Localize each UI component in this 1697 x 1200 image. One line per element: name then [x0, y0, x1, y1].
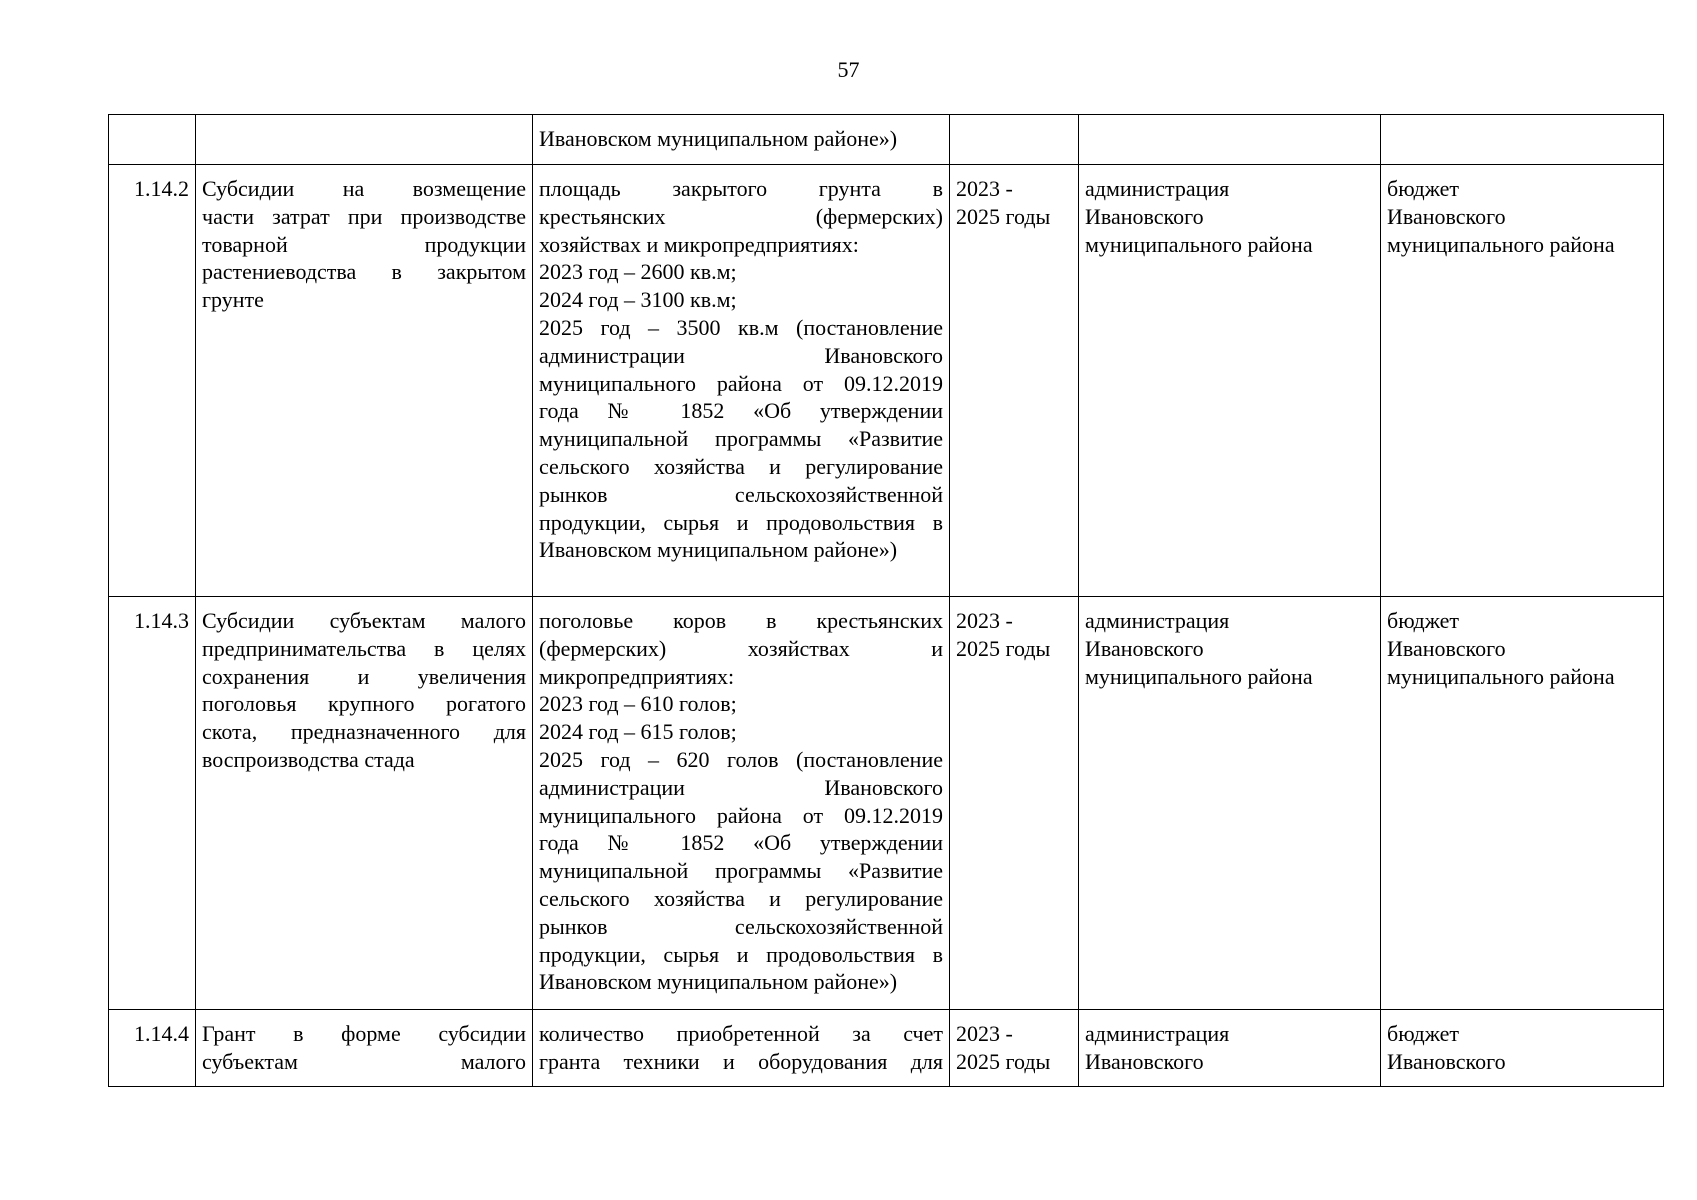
cell-line: 2023 -: [956, 608, 1013, 633]
cell-line: 2023 -: [956, 176, 1013, 201]
cell-line: 2025 годы: [956, 635, 1051, 661]
cell-executor: [1079, 597, 1381, 1010]
cell-line: года № 1852 «Об утверждении: [539, 830, 943, 856]
measures-table-body: [109, 115, 1664, 1087]
cell-line: поголовье коров в крестьянских: [539, 608, 943, 633]
cell-line: гранта техники и оборудования для: [539, 1048, 943, 1074]
cell-executor: [1079, 1010, 1381, 1087]
cell-executor: [1079, 165, 1381, 597]
cell-period: [950, 115, 1079, 165]
cell-executor: [1079, 115, 1381, 165]
cell-line: сельского хозяйства и регулирование: [539, 885, 943, 911]
cell-line: грунте: [202, 287, 264, 313]
cell-line: Ивановского: [1085, 203, 1204, 229]
cell-line: муниципального района от 09.12.2019: [539, 370, 943, 396]
cell-line: субъектам малого: [202, 1048, 526, 1074]
cell-line: Ивановского: [1387, 203, 1506, 229]
cell-line: хозяйствах и микропредприятиях:: [539, 231, 859, 257]
cell-line: муниципального района: [1085, 231, 1313, 257]
cell-line: (фермерских) хозяйствах и: [539, 635, 943, 661]
cell-line: 2025 годы: [956, 203, 1051, 229]
table-row: [109, 1010, 1664, 1087]
cell-line: площадь закрытого грунта в: [539, 176, 943, 201]
cell-line: муниципальной программы «Развитие: [539, 858, 943, 884]
cell-line: администрации Ивановского: [539, 774, 943, 800]
cell-line: муниципальной программы «Развитие: [539, 426, 943, 452]
cell-line: Субсидии на возмещение: [202, 176, 526, 201]
cell-line: муниципального района: [1387, 663, 1615, 689]
cell-indicator: [533, 597, 950, 1010]
cell-line: 2025 год – 3500 кв.м (постановление: [539, 314, 943, 340]
cell-line: администрация: [1085, 608, 1230, 633]
cell-line: администрация: [1085, 176, 1230, 201]
cell-indicator: [533, 115, 950, 165]
cell-line: количество приобретенной за счет: [539, 1021, 943, 1046]
cell-line: Грант в форме субсидии: [202, 1021, 526, 1046]
measures-table: [108, 114, 1664, 1087]
cell-item-number: 1.14.2: [109, 165, 196, 597]
page-number: 57: [837, 57, 860, 82]
cell-line: сельского хозяйства и регулирование: [539, 453, 943, 479]
cell-line: продукции, сырья и продовольствия в: [539, 509, 943, 535]
cell-item-number: 1.14.4: [109, 1010, 196, 1087]
cell-measure-name: [196, 115, 533, 165]
table-row: [109, 165, 1664, 597]
cell-line: бюджет: [1387, 176, 1459, 201]
cell-line: Ивановского: [1387, 1048, 1506, 1074]
cell-line: бюджет: [1387, 1021, 1459, 1046]
cell-period: [950, 597, 1079, 1010]
cell-line: сохранения и увеличения: [202, 663, 526, 689]
cell-line: муниципального района: [1085, 663, 1313, 689]
cell-line: Ивановского: [1085, 635, 1204, 661]
cell-period: [950, 165, 1079, 597]
cell-indicator: [533, 165, 950, 597]
cell-line: администрация: [1085, 1021, 1230, 1046]
cell-line: администрации Ивановского: [539, 342, 943, 368]
cell-line: Ивановском муниципальном районе»): [539, 126, 898, 151]
cell-line: 2023 -: [956, 1021, 1013, 1046]
cell-line: части затрат при производстве: [202, 203, 526, 229]
cell-measure-name: [196, 1010, 533, 1087]
cell-line: муниципального района от 09.12.2019: [539, 802, 943, 828]
cell-line: предпринимательства в целях: [202, 635, 526, 661]
table-row: [109, 597, 1664, 1010]
cell-funding-source: [1381, 597, 1664, 1010]
table-row: [109, 115, 1664, 165]
cell-line: растениеводства в закрытом: [202, 259, 526, 285]
cell-line: года № 1852 «Об утверждении: [539, 398, 943, 424]
cell-line: продукции, сырья и продовольствия в: [539, 941, 943, 967]
cell-period: [950, 1010, 1079, 1087]
cell-line: 2025 год – 620 голов (постановление: [539, 746, 943, 772]
cell-line: муниципального района: [1387, 231, 1615, 257]
cell-line: 2025 годы: [956, 1048, 1051, 1074]
cell-line: 2023 год – 2600 кв.м;: [539, 259, 737, 285]
cell-line: микропредприятиях:: [539, 663, 735, 689]
cell-line: Ивановского: [1085, 1048, 1204, 1074]
cell-line: 2024 год – 3100 кв.м;: [539, 287, 737, 313]
cell-line: поголовья крупного рогатого: [202, 691, 526, 717]
cell-funding-source: [1381, 1010, 1664, 1087]
cell-line: бюджет: [1387, 608, 1459, 633]
cell-funding-source: [1381, 165, 1664, 597]
cell-line: крестьянских (фермерских): [539, 203, 943, 229]
cell-item-number: 1.14.3: [109, 597, 196, 1010]
cell-measure-name: [196, 165, 533, 597]
cell-line: Ивановского: [1387, 635, 1506, 661]
cell-line: воспроизводства стада: [202, 746, 415, 772]
cell-measure-name: [196, 597, 533, 1010]
cell-line: Ивановском муниципальном районе»): [539, 537, 898, 563]
cell-indicator: [533, 1010, 950, 1087]
cell-line: рынков сельскохозяйственной: [539, 913, 943, 939]
cell-line: 2023 год – 610 голов;: [539, 691, 737, 717]
cell-line: 2024 год – 615 голов;: [539, 719, 737, 745]
cell-line: товарной продукции: [202, 231, 526, 257]
cell-funding-source: [1381, 115, 1664, 165]
cell-item-number: [109, 115, 196, 165]
cell-line: Субсидии субъектам малого: [202, 608, 526, 633]
cell-line: скота, предназначенного для: [202, 719, 526, 745]
cell-line: Ивановском муниципальном районе»): [539, 969, 898, 995]
cell-line: рынков сельскохозяйственной: [539, 481, 943, 507]
